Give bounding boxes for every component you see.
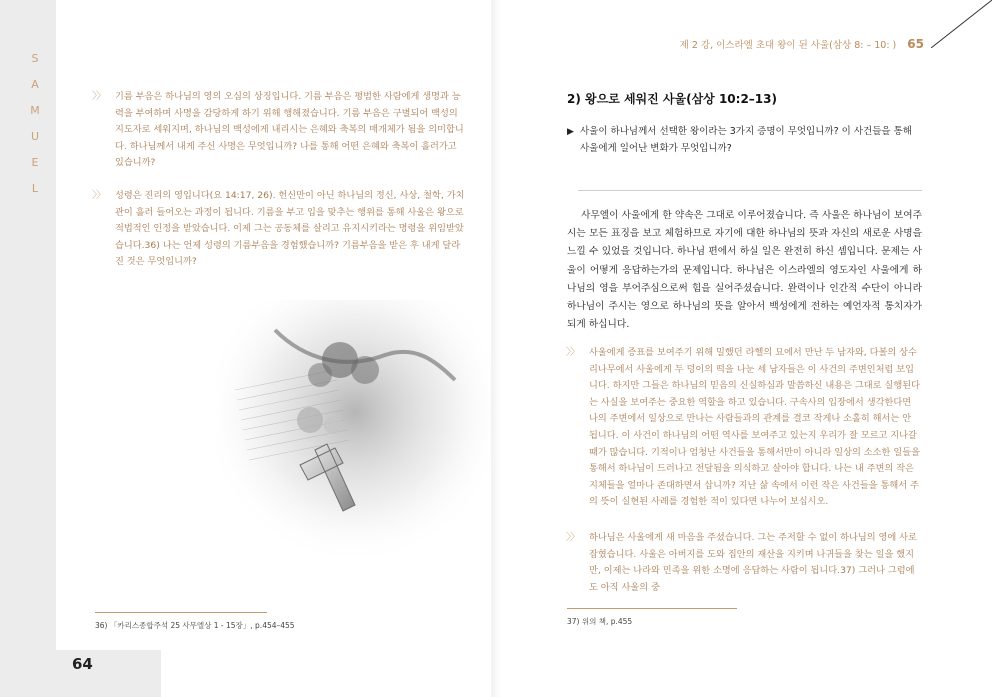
cross-and-bible-photo bbox=[215, 300, 495, 580]
left-bullet-2 bbox=[92, 188, 465, 271]
running-header bbox=[618, 37, 924, 51]
bullet-marker: 〉〉 bbox=[566, 347, 579, 358]
section-title: 2) 왕으로 세워진 사울(삼상 10:2–13) bbox=[567, 92, 777, 106]
right-bullet-1-text: 사울에게 증표를 보여주기 위해 밀했던 라헬의 묘에서 만난 두 남자와, 다볼의 상수리나무에서 사울에게 두 덩이의 떡을 나눈 세 남자들은 이 사건의 주변인처럼 보입니다. 하지만 그들은 하나님의 믿음의 신실하심과 말씀하신 내용은 그대로 실행된다는 사실을 보여주는 중요한 역할을 하고 있습니다. 구속사의 입장에서 생각한다면 나의 주변에서 일상으로 만나는 사람들과의 관계를 결코 작게나 소홀히 해서는 안 됩니다. 이 사건이 하나님의 어떤 역사를 보여주고 있는지 우리가 잘 모르고 지나갈 때가 많습니다. 기적이나 엄청난 사건들을 통해서만이 아니라 일상의 소소한 일들을 통해서 하나님이 드러나고 전달됨을 의식하고 살아야 합니다. 나는 내 주변의 작은 지체들을 얼마나 존대하면서 삽니까? 지난 삶 속에서 이런 작은 사건들을 통해서 주의 뜻이 실현된 사례를 경험한 적이 있다면 나누어 보십시오. bbox=[589, 347, 920, 508]
spine-letter: S bbox=[31, 52, 39, 65]
bullet-marker: 〉〉 bbox=[92, 91, 105, 102]
right-bullet-2 bbox=[566, 530, 922, 596]
header-chapter: 제 2 강, 이스라엘 초대 왕이 된 사울(삼상 8: – 10: ) bbox=[679, 40, 897, 51]
spine-letter: A bbox=[31, 78, 39, 91]
answer-rule bbox=[578, 190, 922, 191]
left-bullet-1-text: 기름 부음은 하나님의 영의 오심의 상징입니다. 기름 부음은 평범한 사람에게 생명과 능력을 부여하며 사명을 감당하게 하기 위해 행해졌습니다. 기름 부음은 구별되어 백성의 지도자로 세워지며, 하나님의 백성에게 내리시는 은혜와 축복의 매개체가 됨을 의미합니다. 하나님께서 내게 주신 사명은 무엇입니까? 나를 통해 어떤 은혜와 축복이 흘러가고 있습니까? bbox=[115, 91, 464, 169]
spine-title bbox=[30, 52, 40, 208]
left-page-number: 64 bbox=[72, 655, 93, 673]
spine-letter: L bbox=[31, 182, 39, 195]
right-footnote: 37) 위의 책, p.455 bbox=[567, 617, 633, 626]
spine-letter: M bbox=[30, 104, 40, 117]
right-page-number: 65 bbox=[907, 37, 924, 51]
question-text: 사울이 하나님께서 선택한 왕이라는 3가지 증명이 무엇입니까? 이 사건들을 통해 사울에게 일어난 변화가 무엇입니까? bbox=[580, 126, 912, 154]
discussion-question bbox=[567, 124, 922, 157]
body-paragraph: 사무엘이 사울에게 한 약속은 그대로 이루어졌습니다. 즉 사울은 하나님이 보여주시는 모든 표징을 보고 체험하므로 자기에 대한 하나님의 뜻과 자신의 새로운 사명을 느낄 수 있었을 것입니다. 하나님 편에서 하실 일은 완전히 하신 셈입니다. 문제는 사울이 어떻게 응답하는가의 문제입니다. 하나님은 이스라엘의 영도자인 사울에게 하나님의 영을 부어주심으로써 힘을 실어주셨습니다. 완력이나 인간적 수단이 아니라 하나님이 주시는 영으로 하나님의 뜻을 알아서 백성에게 전하는 예언자적 통치자가 되게 하십니다. bbox=[567, 210, 922, 331]
right-footnote-rule bbox=[567, 608, 737, 609]
bullet-marker: 〉〉 bbox=[566, 532, 579, 543]
right-bullet-1 bbox=[566, 345, 922, 511]
spine-letter: U bbox=[30, 130, 40, 143]
spine-letter: E bbox=[31, 156, 39, 169]
right-bullet-2-text: 하나님은 사울에게 새 마음을 주셨습니다. 그는 주저할 수 없이 하나님의 영에 사로잡혔습니다. 사울은 아버지를 도와 집안의 재산을 지키며 나귀들을 찾는 일을 했지만, 이제는 나라와 민족을 위한 소명에 응답하는 사람이 됩니다.37) 그러나 그럼에도 아직 사울의 중 bbox=[589, 532, 917, 593]
left-margin-strip bbox=[0, 0, 56, 697]
bullet-marker: 〉〉 bbox=[92, 190, 105, 201]
left-footnote: 36) 「카리스종합주석 25 사무엘상 1 - 15장」, p.454–455 bbox=[95, 621, 295, 630]
left-footnote-rule bbox=[95, 612, 267, 613]
corner-decoration bbox=[931, 0, 992, 48]
left-bullet-1 bbox=[92, 89, 465, 172]
question-marker: ▶ bbox=[567, 127, 574, 137]
left-bullet-2-text: 성령은 진리의 영입니다(요 14:17, 26). 헌신만이 아닌 하나님의 정신, 사상, 철학, 가치관이 흘러 들어오는 과정이 됩니다. 기름을 부고 입을 맞추는 행위를 통해 사울은 왕으로 적법적인 인정을 받았습니다. 이제 그는 공동체를 살리고 유지시키라는 명령을 위임받았습니다.36) 나는 언제 성령의 기름부음을 경험했습니까? 기름부음을 받은 후 내게 달라진 것은 무엇입니까? bbox=[115, 190, 465, 268]
